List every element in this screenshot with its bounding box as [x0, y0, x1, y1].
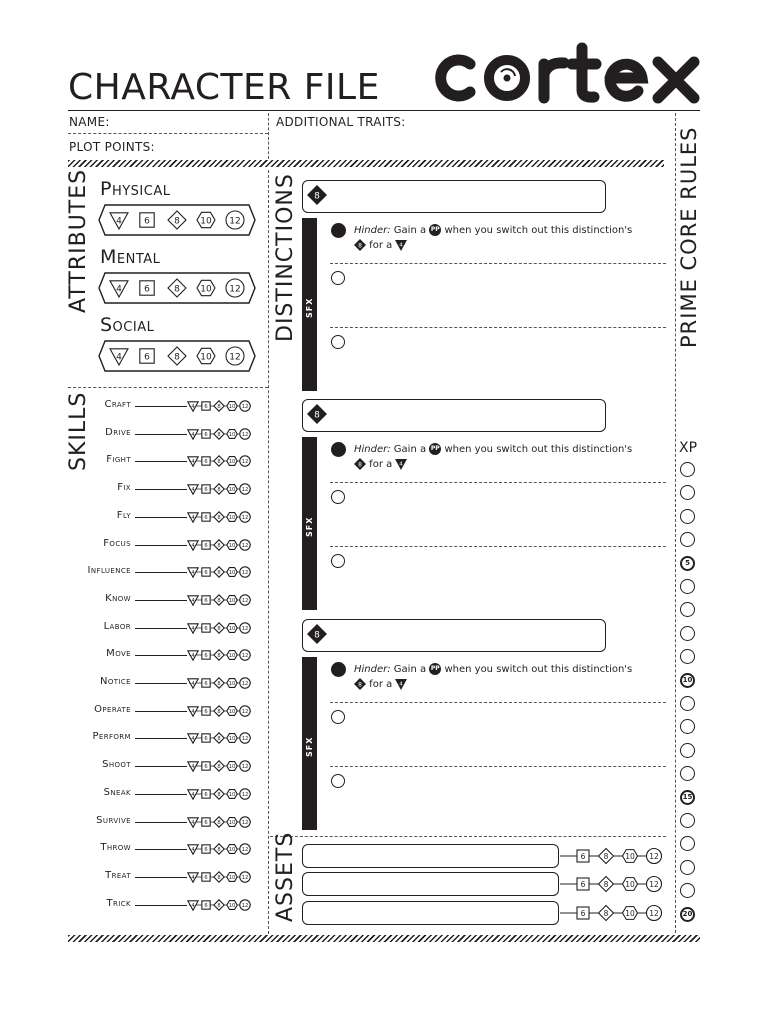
skill-die-12-label: 12	[241, 819, 249, 826]
asset-field[interactable]	[302, 901, 559, 925]
distinction-name-field[interactable]	[302, 619, 606, 652]
skill-know: Know	[105, 592, 131, 604]
skill-die-8-label: 8	[217, 542, 221, 549]
xp-checkbox[interactable]	[680, 509, 695, 524]
distinction-die-label: 8	[314, 630, 320, 641]
plot-point-icon: PP	[429, 663, 441, 675]
skill-die-12-label: 12	[241, 403, 249, 410]
skill-die-4-label: 4	[191, 487, 195, 494]
skill-line	[135, 628, 187, 629]
skill-die-12-label: 12	[241, 514, 249, 521]
skill-dice-throw[interactable]	[187, 842, 255, 856]
skill-line	[135, 461, 187, 462]
skill-focus: Focus	[103, 537, 131, 549]
skill-die-8-label: 8	[217, 902, 221, 909]
skill-die-4-label: 4	[191, 847, 195, 854]
skill-die-8-label: 8	[217, 625, 221, 632]
skill-die-12-label: 12	[241, 764, 249, 771]
asset-dice[interactable]	[560, 874, 668, 894]
skill-die-10-label: 10	[228, 708, 236, 715]
hinder-marker	[331, 662, 346, 677]
skill-craft: Craft	[104, 399, 131, 410]
skill-die-8-label: 8	[217, 764, 221, 771]
hinder-text-part: for a	[366, 679, 396, 690]
skill-dice-craft[interactable]	[187, 399, 255, 413]
skill-dice-sneak[interactable]	[187, 787, 255, 801]
hinder-text-part: Gain a	[393, 664, 430, 675]
attribute-name-social: Social	[100, 314, 155, 336]
asset-die-8-label: 8	[603, 908, 609, 918]
hinder-text-part: when you switch out this distinction's	[441, 225, 633, 236]
skill-die-6-label: 6	[204, 708, 208, 715]
asset-field[interactable]	[302, 872, 559, 896]
skill-die-6-label: 6	[204, 570, 208, 577]
skill-die-8-label: 8	[217, 403, 221, 410]
skill-die-8-label: 8	[217, 708, 221, 715]
skill-dice-operate[interactable]	[187, 704, 255, 718]
xp-checkbox[interactable]	[680, 836, 695, 851]
skill-die-8-label: 8	[217, 597, 221, 604]
skill-dice-know[interactable]	[187, 593, 255, 607]
xp-checkbox[interactable]	[680, 883, 695, 898]
skill-die-6-label: 6	[204, 431, 208, 438]
skill-die-4-label: 4	[191, 874, 195, 881]
skill-dice-fix[interactable]	[187, 482, 255, 496]
skill-die-8-label: 8	[217, 847, 221, 854]
xp-checkbox[interactable]	[680, 813, 695, 828]
skill-die-12-label: 12	[241, 625, 249, 632]
skill-dice-perform[interactable]	[187, 731, 255, 745]
skill-die-12-label: 12	[241, 902, 249, 909]
distinction-name-field[interactable]	[302, 399, 606, 432]
skills-label: SKILLS	[66, 391, 91, 471]
skill-die-6-label: 6	[204, 874, 208, 881]
skill-drive: Drive	[105, 426, 131, 438]
skill-dice-move[interactable]	[187, 648, 255, 662]
skill-line	[135, 517, 187, 518]
attr-die-6-label: 6	[144, 352, 150, 363]
cortex-logo	[432, 34, 704, 110]
hinder-label: Hinder:	[354, 444, 394, 455]
sfx-label: SFX	[305, 516, 314, 537]
sfx-bar	[302, 657, 317, 830]
skill-die-8-label: 8	[217, 570, 221, 577]
distinctions-label: DISTINCTIONS	[273, 173, 298, 342]
skill-die-12-label: 12	[241, 459, 249, 466]
skill-line	[135, 794, 187, 795]
plot-point-icon: PP	[429, 443, 441, 455]
skill-fix: Fix	[117, 482, 131, 494]
skill-die-6-label: 6	[204, 459, 208, 466]
skill-die-10-label: 10	[228, 403, 236, 410]
skill-die-12-label: 12	[241, 874, 249, 881]
skill-shoot: Shoot	[102, 759, 131, 771]
skill-line	[135, 849, 187, 850]
sfx-bar	[302, 437, 317, 610]
sfx-checkbox[interactable]	[331, 554, 345, 568]
skill-die-4-label: 4	[191, 791, 195, 798]
skill-die-10-label: 10	[228, 736, 236, 743]
hinder-text-part: when you switch out this distinction's	[441, 444, 633, 455]
asset-die-6-label: 6	[580, 851, 586, 861]
skill-die-12-label: 12	[241, 487, 249, 494]
skill-die-10-label: 10	[228, 847, 236, 854]
hinder-marker	[331, 442, 346, 457]
attribute-dice-physical[interactable]	[97, 203, 257, 237]
skill-line	[135, 600, 187, 601]
skill-throw: Throw	[100, 842, 131, 854]
skill-perform: Perform	[92, 731, 131, 743]
skill-dice-fight[interactable]	[187, 454, 255, 468]
skill-dice-treat[interactable]	[187, 870, 255, 884]
skill-die-10-label: 10	[228, 653, 236, 660]
skill-labor: Labor	[103, 620, 131, 632]
skill-move: Move	[106, 648, 131, 660]
prime-core-rules-label: PRIME CORE RULES	[677, 126, 701, 348]
attr-die-4-label: 4	[116, 216, 122, 227]
skill-die-6-label: 6	[204, 542, 208, 549]
skill-die-12-label: 12	[241, 736, 249, 743]
xp-checkbox[interactable]	[680, 579, 695, 594]
attr-die-6-label: 6	[144, 284, 150, 295]
skill-die-8-label: 8	[217, 874, 221, 881]
sfx-checkbox[interactable]	[331, 490, 345, 504]
skill-dice-trick[interactable]	[187, 898, 255, 912]
attr-die-4-label: 4	[116, 284, 122, 295]
asset-dice[interactable]	[560, 846, 668, 866]
skill-die-10-label: 10	[228, 625, 236, 632]
skill-line	[135, 738, 187, 739]
skill-die-10-label: 10	[228, 874, 236, 881]
hinder-marker	[331, 223, 346, 238]
distinction-die-label: 8	[314, 410, 320, 421]
d8-label: 8	[358, 461, 362, 469]
xp-checkbox[interactable]	[680, 462, 695, 477]
page-title: CHARACTER FILE	[68, 67, 380, 108]
sfx-separator	[330, 702, 666, 703]
asset-die-6-label: 6	[580, 908, 586, 918]
skill-die-4-label: 4	[191, 459, 195, 466]
skill-influence: Influence	[87, 565, 131, 577]
skill-dice-notice[interactable]	[187, 676, 255, 690]
asset-die-12-label: 12	[649, 908, 659, 918]
attribute-dice-social[interactable]	[97, 339, 257, 373]
xp-checkbox[interactable]	[680, 743, 695, 758]
skill-die-6-label: 6	[204, 764, 208, 771]
sfx-separator	[330, 327, 666, 328]
skill-survive: Survive	[96, 814, 131, 826]
sfx-label: SFX	[305, 297, 314, 318]
skill-line	[135, 711, 187, 712]
xp-checkbox[interactable]: 5	[680, 556, 695, 571]
skill-line	[135, 545, 187, 546]
skill-die-4-label: 4	[191, 680, 195, 687]
skill-die-12-label: 12	[241, 542, 249, 549]
d4-icon	[395, 239, 407, 251]
skill-line	[135, 683, 187, 684]
xp-checkbox[interactable]	[680, 649, 695, 664]
skill-die-4-label: 4	[191, 431, 195, 438]
skill-line	[135, 766, 187, 767]
d4-icon	[395, 678, 407, 690]
skill-treat: Treat	[105, 869, 131, 881]
d8-icon	[354, 458, 366, 470]
skill-die-4-label: 4	[191, 902, 195, 909]
attr-die-12-label: 12	[229, 216, 241, 227]
skill-die-10-label: 10	[228, 542, 236, 549]
d4-label: 4	[399, 461, 404, 468]
xp-label: XP	[679, 440, 698, 456]
hinder-label: Hinder:	[354, 225, 394, 236]
skill-die-6-label: 6	[204, 819, 208, 826]
attr-die-8-label: 8	[174, 352, 180, 363]
xp-track	[680, 462, 696, 932]
skill-die-6-label: 6	[204, 653, 208, 660]
attr-die-4-label: 4	[116, 352, 122, 363]
hinder-text	[354, 662, 654, 692]
skill-die-4-label: 4	[191, 514, 195, 521]
attribute-dice-mental[interactable]	[97, 271, 257, 305]
skill-line	[135, 572, 187, 573]
d8-icon	[354, 678, 366, 690]
skill-die-8-label: 8	[217, 680, 221, 687]
attributes-label: ATTRIBUTES	[66, 168, 91, 313]
attr-die-8-label: 8	[174, 216, 180, 227]
skill-line	[135, 434, 187, 435]
asset-die-12-label: 12	[649, 851, 659, 861]
asset-die-10-label: 10	[625, 908, 635, 918]
skill-die-8-label: 8	[217, 653, 221, 660]
skill-notice: Notice	[99, 676, 131, 687]
sfx-checkbox[interactable]	[331, 710, 345, 724]
skill-die-6-label: 6	[204, 847, 208, 854]
xp-checkbox[interactable]	[680, 860, 695, 875]
xp-checkbox[interactable]	[680, 626, 695, 641]
skill-sneak: Sneak	[103, 786, 131, 798]
attr-die-10-label: 10	[200, 352, 212, 363]
name-label: NAME:	[69, 115, 110, 129]
d8-label: 8	[358, 681, 362, 689]
skill-fly: Fly	[116, 509, 131, 521]
xp-checkbox[interactable]: 10	[680, 673, 695, 688]
attr-die-12-label: 12	[229, 352, 241, 363]
sfx-separator	[330, 766, 666, 767]
xp-checkbox[interactable]	[680, 696, 695, 711]
skill-dice-focus[interactable]	[187, 538, 255, 552]
skill-die-12-label: 12	[241, 680, 249, 687]
d4-label: 4	[399, 242, 404, 249]
skill-die-4-label: 4	[191, 597, 195, 604]
skill-die-6-label: 6	[204, 514, 208, 521]
bottom-divider-hatch	[68, 935, 700, 942]
additional-traits-label: ADDITIONAL TRAITS:	[276, 115, 406, 129]
skill-die-10-label: 10	[228, 431, 236, 438]
skill-die-4-label: 4	[191, 764, 195, 771]
skill-die-8-label: 8	[217, 514, 221, 521]
skill-die-4-label: 4	[191, 625, 195, 632]
skill-line	[135, 905, 187, 906]
skill-die-12-label: 12	[241, 847, 249, 854]
skill-die-6-label: 6	[204, 902, 208, 909]
plot-point-icon: PP	[429, 224, 441, 236]
skill-die-10-label: 10	[228, 680, 236, 687]
skill-die-4-label: 4	[191, 653, 195, 660]
skill-die-6-label: 6	[204, 625, 208, 632]
skill-line	[135, 822, 187, 823]
skill-die-12-label: 12	[241, 570, 249, 577]
distinction-name-field[interactable]	[302, 180, 606, 213]
d8-icon	[354, 239, 366, 251]
skill-die-6-label: 6	[204, 403, 208, 410]
skill-line	[135, 877, 187, 878]
skill-trick: Trick	[106, 897, 131, 909]
asset-die-8-label: 8	[603, 851, 609, 861]
skill-line	[135, 489, 187, 490]
asset-die-10-label: 10	[625, 879, 635, 889]
skill-die-4-label: 4	[191, 819, 195, 826]
hinder-text	[354, 223, 654, 253]
d4-icon	[395, 458, 407, 470]
hinder-text-part: Gain a	[393, 444, 430, 455]
attribute-name-physical: Physical	[100, 178, 171, 200]
skill-die-10-label: 10	[228, 514, 236, 521]
skill-die-4-label: 4	[191, 736, 195, 743]
xp-checkbox[interactable]	[680, 485, 695, 500]
d4-label: 4	[399, 681, 404, 688]
assets-label: ASSETS	[273, 831, 298, 922]
hinder-label: Hinder:	[354, 664, 394, 675]
sfx-separator	[330, 482, 666, 483]
skill-die-8-label: 8	[217, 487, 221, 494]
hinder-text	[354, 442, 654, 472]
attr-die-6-label: 6	[144, 216, 150, 227]
skill-dice-shoot[interactable]	[187, 759, 255, 773]
sfx-label: SFX	[305, 736, 314, 757]
skill-die-4-label: 4	[191, 570, 195, 577]
sfx-checkbox[interactable]	[331, 271, 345, 285]
skill-die-10-label: 10	[228, 902, 236, 909]
skill-die-10-label: 10	[228, 597, 236, 604]
skill-operate: Operate	[94, 703, 131, 715]
skill-die-12-label: 12	[241, 708, 249, 715]
skill-die-8-label: 8	[217, 736, 221, 743]
hinder-text-part: when you switch out this distinction's	[441, 664, 633, 675]
asset-die-10-label: 10	[625, 851, 635, 861]
skill-line	[135, 655, 187, 656]
skill-die-12-label: 12	[241, 431, 249, 438]
skill-die-10-label: 10	[228, 819, 236, 826]
skill-die-12-label: 12	[241, 597, 249, 604]
skill-die-8-label: 8	[217, 791, 221, 798]
skill-dice-influence[interactable]	[187, 565, 255, 579]
skill-die-10-label: 10	[228, 570, 236, 577]
skill-dice-labor[interactable]	[187, 621, 255, 635]
skill-die-12-label: 12	[241, 791, 249, 798]
skill-die-8-label: 8	[217, 431, 221, 438]
plot-points-label: PLOT POINTS:	[69, 140, 155, 154]
attr-die-10-label: 10	[200, 284, 212, 295]
xp-checkbox[interactable]	[680, 602, 695, 617]
skill-die-8-label: 8	[217, 819, 221, 826]
skill-die-10-label: 10	[228, 459, 236, 466]
skill-die-10-label: 10	[228, 764, 236, 771]
attr-die-10-label: 10	[200, 216, 212, 227]
skill-die-4-label: 4	[191, 542, 195, 549]
asset-die-8-label: 8	[603, 879, 609, 889]
distinction-die-icon	[306, 184, 328, 206]
xp-checkbox[interactable]: 20	[680, 907, 695, 922]
distinction-die-icon	[306, 403, 328, 425]
sfx-separator	[330, 546, 666, 547]
sfx-checkbox[interactable]	[331, 774, 345, 788]
skill-dice-survive[interactable]	[187, 815, 255, 829]
skill-line	[135, 406, 187, 407]
hinder-text-part: Gain a	[393, 225, 430, 236]
sfx-separator	[330, 263, 666, 264]
d8-label: 8	[358, 242, 362, 250]
skill-fight: Fight	[106, 454, 131, 466]
skill-die-6-label: 6	[204, 487, 208, 494]
asset-die-12-label: 12	[649, 879, 659, 889]
xp-checkbox[interactable]	[680, 766, 695, 781]
asset-dice[interactable]	[560, 903, 668, 923]
asset-field[interactable]	[302, 844, 559, 868]
attribute-name-mental: Mental	[100, 246, 161, 268]
xp-checkbox[interactable]	[680, 532, 695, 547]
skill-die-6-label: 6	[204, 791, 208, 798]
skill-die-4-label: 4	[191, 403, 195, 410]
skill-die-4-label: 4	[191, 708, 195, 715]
skill-die-6-label: 6	[204, 597, 208, 604]
hinder-text-part: for a	[366, 459, 396, 470]
skill-die-6-label: 6	[204, 680, 208, 687]
xp-checkbox[interactable]: 15	[680, 790, 695, 805]
attr-die-12-label: 12	[229, 284, 241, 295]
skill-die-6-label: 6	[204, 736, 208, 743]
xp-checkbox[interactable]	[680, 719, 695, 734]
sfx-bar	[302, 218, 317, 391]
sfx-checkbox[interactable]	[331, 335, 345, 349]
skill-dice-drive[interactable]	[187, 427, 255, 441]
skill-die-10-label: 10	[228, 487, 236, 494]
hinder-text-part: for a	[366, 240, 396, 251]
divider-hatch	[68, 160, 664, 167]
asset-die-6-label: 6	[580, 879, 586, 889]
attr-die-8-label: 8	[174, 284, 180, 295]
skill-die-8-label: 8	[217, 459, 221, 466]
distinction-die-icon	[306, 623, 328, 645]
skill-die-10-label: 10	[228, 791, 236, 798]
distinction-die-label: 8	[314, 191, 320, 202]
skill-die-12-label: 12	[241, 653, 249, 660]
skill-dice-fly[interactable]	[187, 510, 255, 524]
